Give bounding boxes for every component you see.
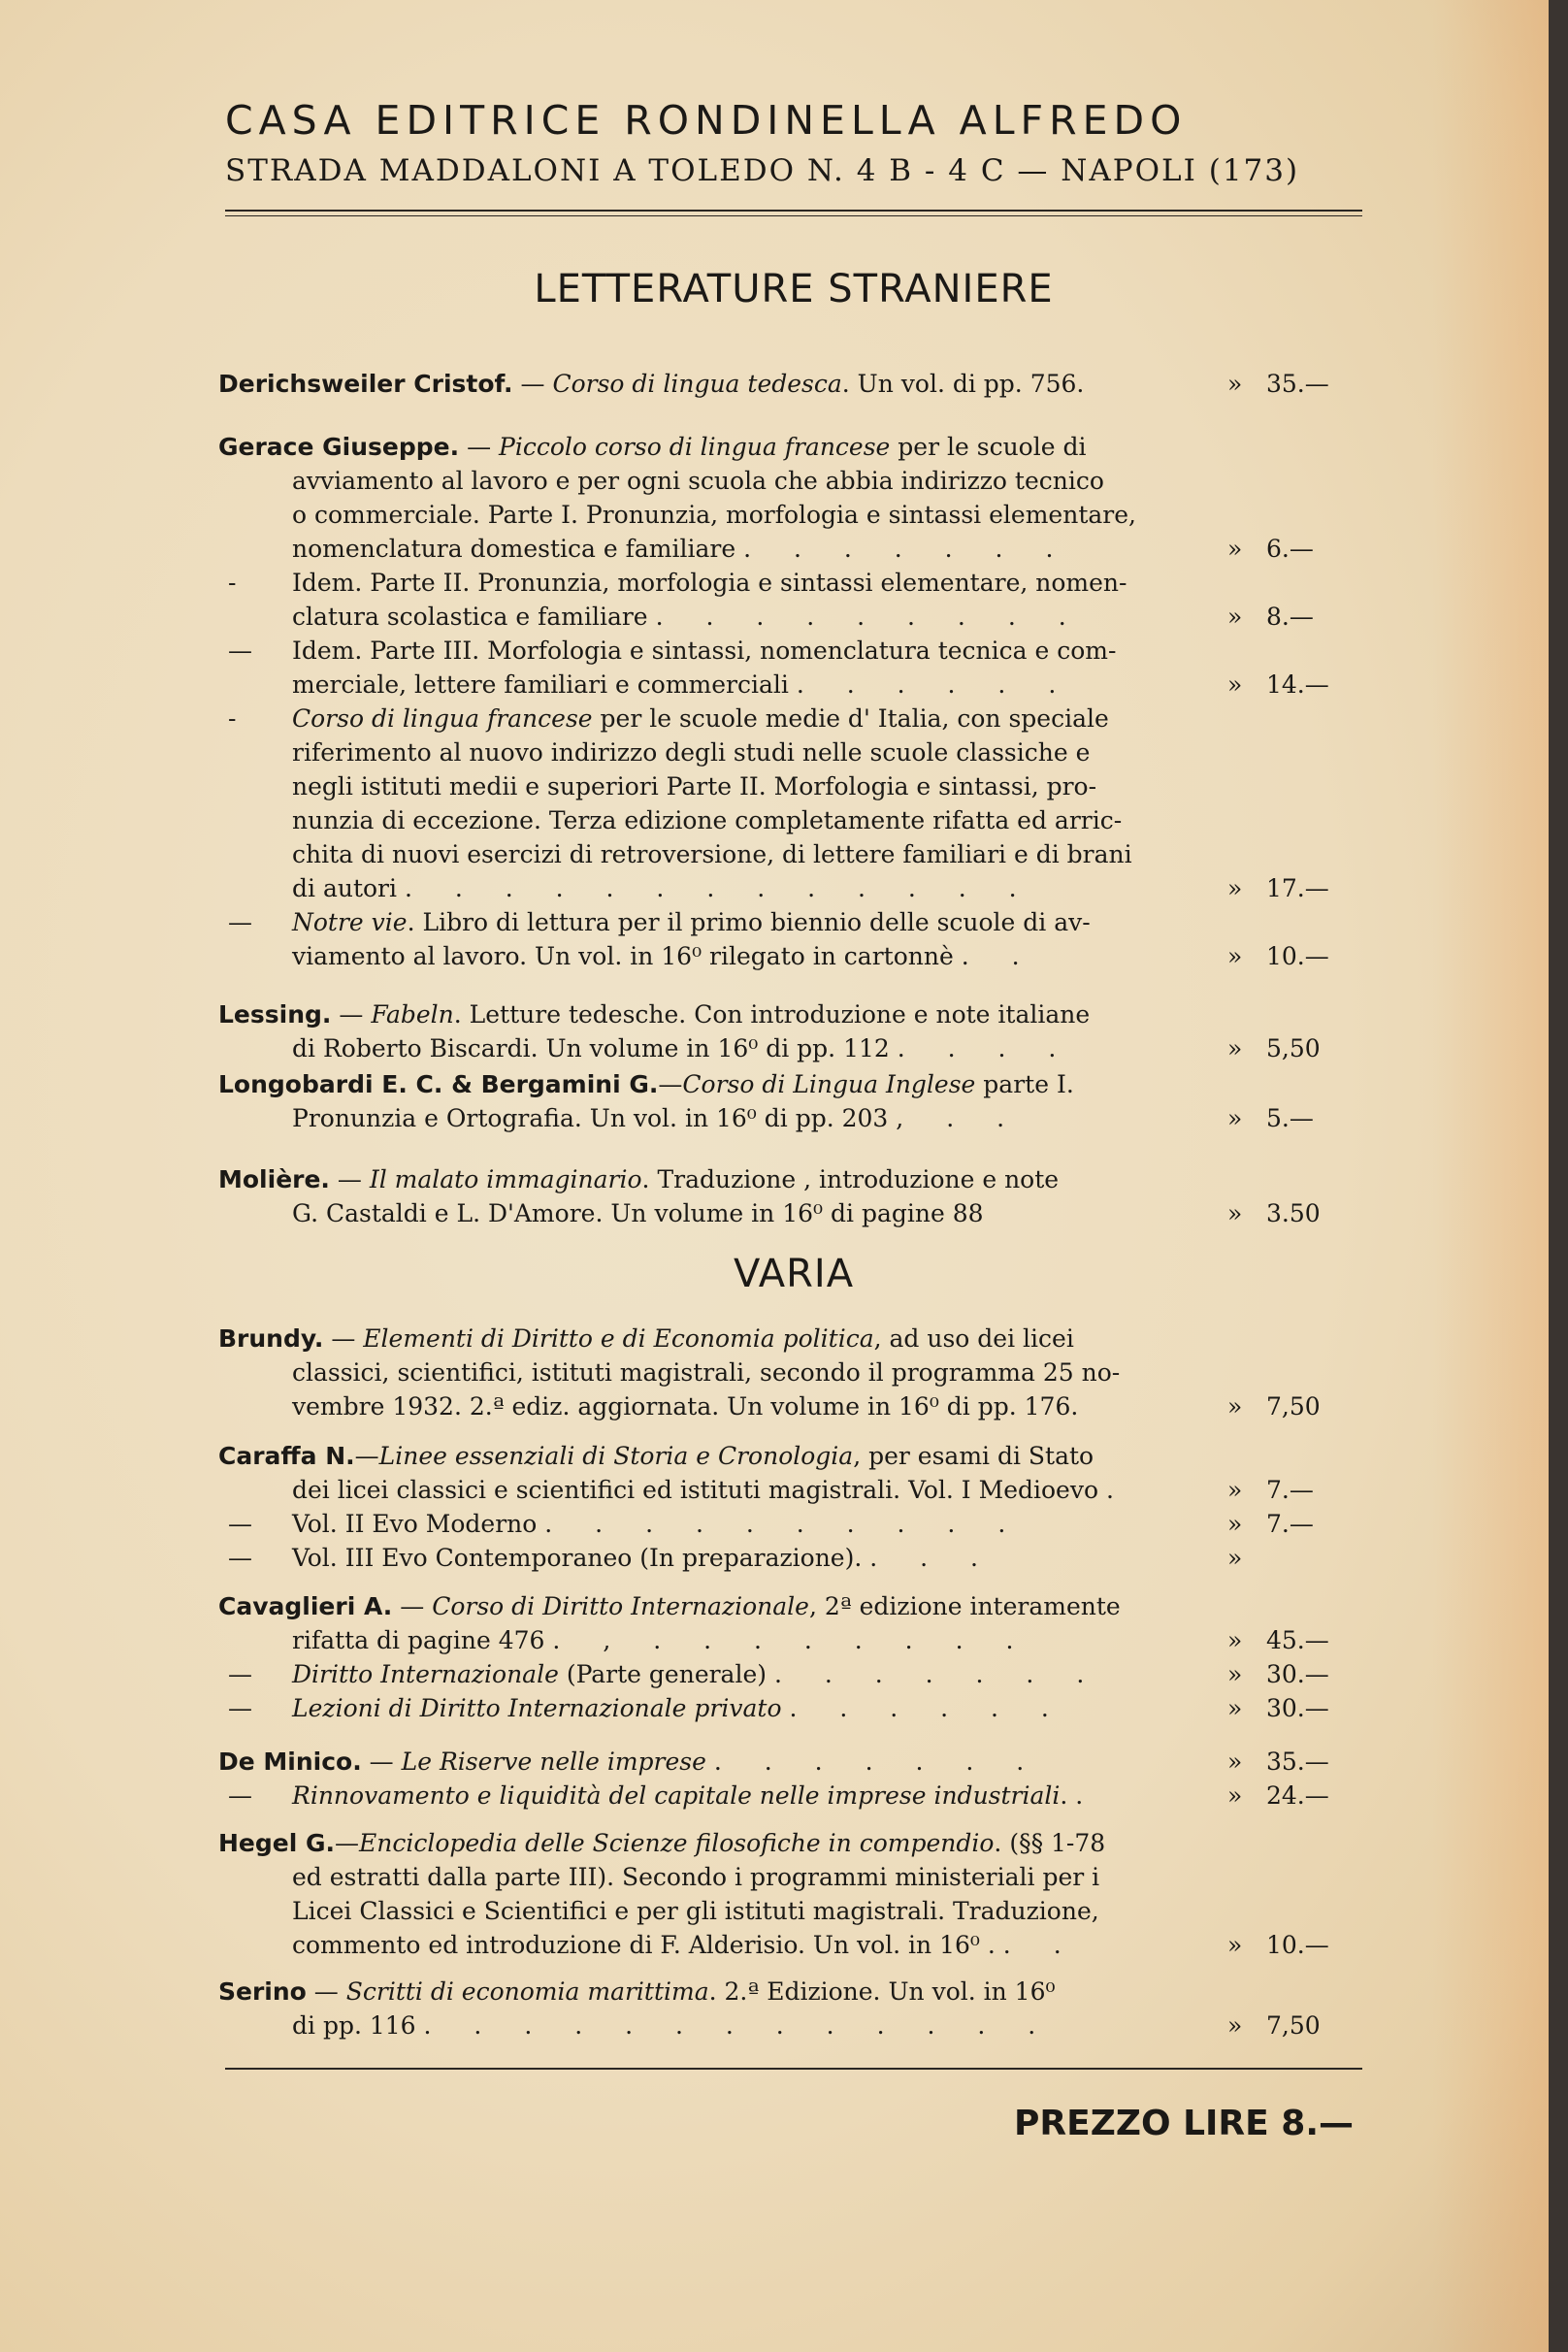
entry-text bbox=[292, 837, 1132, 871]
ditto-mark: » bbox=[1227, 874, 1243, 902]
entry-text-rest: . (§§ 1-78 bbox=[994, 1829, 1106, 1857]
continuation-dash: — bbox=[228, 908, 252, 936]
price bbox=[1227, 668, 1368, 702]
entry-text-rest: . 2.ª Edizione. Un vol. in 16⁰ bbox=[708, 1977, 1056, 2006]
entry-text-plain: commento ed introduzione di F. Alderisio. Un vol. in 16⁰ . bbox=[292, 1931, 996, 1959]
entry-text bbox=[292, 668, 1073, 702]
entry-text bbox=[292, 1507, 1023, 1541]
price bbox=[1227, 600, 1368, 634]
continuation-dash: — bbox=[228, 1544, 252, 1572]
header-rule-top bbox=[225, 210, 1362, 212]
ditto-mark: » bbox=[1227, 942, 1243, 970]
entry-text-plain: merciale, lettere familiari e commerciali bbox=[292, 670, 789, 699]
entry-text bbox=[218, 997, 1090, 1031]
price-value: 30.— bbox=[1266, 1694, 1329, 1722]
entry-line bbox=[218, 1589, 1368, 1623]
entry-text bbox=[218, 1745, 1041, 1779]
entry-text bbox=[292, 600, 1084, 634]
dot-leader: . bbox=[1075, 1781, 1101, 1810]
catalog-entry bbox=[218, 1589, 1368, 1725]
entry-text bbox=[218, 1162, 1059, 1196]
price-value: 14.— bbox=[1266, 670, 1329, 699]
book-title: Enciclopedia delle Scienze filosofiche in compendio bbox=[359, 1829, 995, 1857]
entry-line bbox=[218, 1975, 1368, 2009]
entry-text-rest: . Libro di lettura per il primo biennio delle scuole di av- bbox=[407, 908, 1091, 936]
entry-line bbox=[218, 1657, 1368, 1691]
dot-leader: . . bbox=[1002, 1931, 1079, 1959]
entry-line bbox=[218, 1928, 1368, 1962]
entry-line bbox=[218, 430, 1368, 464]
section-title-varia: VARIA bbox=[733, 1252, 855, 1296]
entry-text-plain: G. Castaldi e L. D'Amore. Un volume in 16⁰ di pagine 88 bbox=[292, 1199, 984, 1227]
entry-text bbox=[218, 1439, 1094, 1473]
entry-text bbox=[292, 871, 1034, 905]
book-title: Diritto Internazionale bbox=[292, 1660, 559, 1688]
ditto-mark: » bbox=[1227, 1748, 1243, 1776]
entry-text bbox=[292, 1473, 1114, 1507]
dot-leader: . . bbox=[961, 942, 1037, 970]
entry-text-plain: — bbox=[331, 1000, 372, 1029]
price-value: 10.— bbox=[1266, 1931, 1329, 1959]
price-label: PREZZO LIRE 8.— bbox=[1014, 2104, 1354, 2143]
entry-text-plain: — bbox=[459, 433, 500, 461]
entry-line bbox=[218, 735, 1368, 769]
ditto-mark: » bbox=[1227, 603, 1243, 631]
entry-text-rest: . Letture tedesche. Con introduzione e note italiane bbox=[453, 1000, 1091, 1029]
dot-leader: . , . . . . . . . . bbox=[552, 1626, 1031, 1654]
book-title: Corso di Lingua Inglese bbox=[682, 1070, 976, 1098]
entry-line bbox=[218, 1162, 1368, 1196]
entry-text-plain: — bbox=[361, 1748, 402, 1776]
entry-text-plain: ed estratti dalla parte III). Secondo i programmi ministeriali per i bbox=[292, 1863, 1100, 1891]
price bbox=[1227, 1101, 1368, 1135]
entry-text-plain: dei licei classici e scientifici ed istituti magistrali. Vol. I Medioevo . bbox=[292, 1476, 1114, 1504]
entry-line bbox=[218, 2009, 1368, 2042]
entry-text bbox=[218, 1322, 1074, 1356]
entry-text bbox=[292, 634, 1116, 668]
entry-line bbox=[218, 1196, 1368, 1230]
header-rule-bottom bbox=[225, 215, 1362, 216]
entry-text-plain: — bbox=[658, 1070, 683, 1098]
ditto-mark: » bbox=[1227, 1660, 1243, 1688]
entry-text-plain: — bbox=[335, 1829, 360, 1857]
entry-text-plain: — bbox=[323, 1324, 364, 1353]
entry-text bbox=[292, 1623, 1030, 1657]
entry-text bbox=[218, 367, 1084, 401]
price bbox=[1227, 532, 1368, 566]
entry-line bbox=[218, 702, 1368, 735]
entry-line bbox=[218, 367, 1368, 401]
dot-leader: . . . . . . . . . . . . . bbox=[423, 2011, 1054, 2040]
entry-text bbox=[292, 2009, 1053, 2042]
entry-text bbox=[292, 532, 1070, 566]
entry-text bbox=[292, 905, 1091, 939]
entry-line bbox=[218, 1439, 1368, 1473]
entry-text-plain: di pp. 116 bbox=[292, 2011, 416, 2040]
book-title: Le Riserve nelle imprese bbox=[401, 1748, 706, 1776]
price bbox=[1227, 1196, 1368, 1230]
entry-text bbox=[218, 1589, 1121, 1623]
catalog-entry bbox=[218, 1162, 1368, 1230]
entry-line bbox=[218, 905, 1368, 939]
entry-line bbox=[218, 464, 1368, 498]
entry-line bbox=[218, 668, 1368, 702]
ditto-mark: » bbox=[1227, 535, 1243, 563]
author-name: Cavaglieri A. bbox=[218, 1592, 393, 1620]
price-value: 24.— bbox=[1266, 1781, 1329, 1810]
entry-text bbox=[218, 1067, 1074, 1101]
entry-text-plain: o commerciale. Parte I. Pronunzia, morfologia e sintassi elementare, bbox=[292, 501, 1136, 529]
entry-line bbox=[218, 1389, 1368, 1423]
price bbox=[1227, 2009, 1368, 2042]
ditto-mark: » bbox=[1227, 1392, 1243, 1421]
entry-line bbox=[218, 634, 1368, 668]
author-name: Serino bbox=[218, 1977, 307, 2006]
entry-line bbox=[218, 1779, 1368, 1813]
continuation-dash: — bbox=[228, 1660, 252, 1688]
price bbox=[1227, 1657, 1368, 1691]
book-title: Lezioni di Diritto Internazionale privato bbox=[292, 1694, 782, 1722]
author-name: Gerace Giuseppe. bbox=[218, 433, 460, 461]
entry-text-rest: , per esami di Stato bbox=[853, 1442, 1094, 1470]
entry-text bbox=[218, 1975, 1056, 2009]
entry-text-plain: Idem. Parte III. Morfologia e sintassi, nomenclatura tecnica e com- bbox=[292, 637, 1117, 665]
entry-line bbox=[218, 1067, 1368, 1101]
author-name: De Minico. bbox=[218, 1748, 362, 1776]
catalog-entry bbox=[218, 1826, 1368, 1962]
entry-text-plain: nunzia di eccezione. Terza edizione completamente rifatta ed arric- bbox=[292, 806, 1123, 834]
publisher-name: CASA EDITRICE RONDINELLA ALFREDO bbox=[225, 97, 1188, 144]
price bbox=[1227, 939, 1368, 973]
price-value: 7.— bbox=[1266, 1476, 1314, 1504]
author-name: Caraffa N. bbox=[218, 1442, 355, 1470]
price-value: 45.— bbox=[1266, 1626, 1329, 1654]
price-value: 5,50 bbox=[1266, 1034, 1321, 1062]
entry-text bbox=[292, 1657, 1101, 1691]
ditto-mark: » bbox=[1227, 1781, 1243, 1810]
entry-text bbox=[292, 1928, 1079, 1962]
entry-line bbox=[218, 837, 1368, 871]
author-name: Molière. bbox=[218, 1165, 330, 1193]
dot-leader: . . . . . . . . . . . . . bbox=[404, 874, 1034, 902]
entry-text bbox=[292, 735, 1090, 769]
catalog-entry bbox=[218, 1322, 1368, 1423]
dot-leader: . . . . bbox=[897, 1034, 1074, 1062]
entry-text-plain: — bbox=[512, 370, 553, 398]
entry-text-rest: , ad uso dei licei bbox=[873, 1324, 1074, 1353]
ditto-mark: » bbox=[1227, 1544, 1243, 1572]
price bbox=[1227, 1473, 1368, 1507]
entry-line bbox=[218, 871, 1368, 905]
price-value: 30.— bbox=[1266, 1660, 1329, 1688]
entry-text bbox=[292, 498, 1136, 532]
footer-rule bbox=[225, 2068, 1362, 2070]
price-value: 3.50 bbox=[1266, 1199, 1321, 1227]
continuation-dash: — bbox=[228, 1510, 252, 1538]
entry-line bbox=[218, 1623, 1368, 1657]
entry-line bbox=[218, 1745, 1368, 1779]
price bbox=[1227, 1779, 1368, 1813]
ditto-mark: » bbox=[1227, 1626, 1243, 1654]
book-title: Rinnovamento e liquidità del capitale nelle imprese industriali bbox=[292, 1781, 1061, 1810]
entry-line bbox=[218, 566, 1368, 600]
entry-text-rest: . Un vol. di pp. 756. bbox=[841, 370, 1085, 398]
dot-leader: . . . . . . bbox=[796, 670, 1074, 699]
entry-text-rest: . bbox=[1060, 1781, 1068, 1810]
entry-text-plain: clatura scolastica e familiare bbox=[292, 603, 648, 631]
entry-text-plain: nomenclatura domestica e familiare bbox=[292, 535, 736, 563]
author-name: Brundy. bbox=[218, 1324, 324, 1353]
entry-text bbox=[292, 803, 1122, 837]
entry-text bbox=[292, 464, 1104, 498]
price bbox=[1227, 1541, 1368, 1575]
price bbox=[1227, 1507, 1368, 1541]
entry-text-plain: negli istituti medii e superiori Parte II. Morfologia e sintassi, pro- bbox=[292, 772, 1097, 800]
entry-text bbox=[292, 939, 1037, 973]
entry-text bbox=[218, 1826, 1105, 1860]
entry-line bbox=[218, 1101, 1368, 1135]
catalog-entry bbox=[218, 430, 1368, 973]
catalog-entry bbox=[218, 1439, 1368, 1575]
book-title: Scritti di economia marittima bbox=[345, 1977, 709, 2006]
entry-text-plain: — bbox=[354, 1442, 379, 1470]
entry-text-rest: , 2ª edizione interamente bbox=[808, 1592, 1121, 1620]
price bbox=[1227, 367, 1368, 401]
entry-line bbox=[218, 769, 1368, 803]
book-title: Fabeln bbox=[371, 1000, 454, 1029]
ditto-mark: » bbox=[1227, 1104, 1243, 1132]
ditto-mark: » bbox=[1227, 1034, 1243, 1062]
entry-line bbox=[218, 1322, 1368, 1356]
entry-text-plain: Licei Classici e Scientifici e per gli istituti magistrali. Traduzione, bbox=[292, 1897, 1099, 1925]
catalog-entry bbox=[218, 367, 1368, 401]
price-value: 10.— bbox=[1266, 942, 1329, 970]
author-name: Hegel G. bbox=[218, 1829, 336, 1857]
price bbox=[1227, 1389, 1368, 1423]
section-title-letterature: LETTERATURE STRANIERE bbox=[534, 267, 1054, 311]
entry-line bbox=[218, 498, 1368, 532]
continuation-dash: — bbox=[228, 1781, 252, 1810]
entry-line bbox=[218, 997, 1368, 1031]
entry-text-plain: vembre 1932. 2.ª ediz. aggiornata. Un volume in 16⁰ di pp. 176. bbox=[292, 1392, 1079, 1421]
ditto-mark: » bbox=[1227, 2011, 1243, 2040]
ditto-mark: » bbox=[1227, 1199, 1243, 1227]
price-value: 7,50 bbox=[1266, 1392, 1321, 1421]
entry-text-plain: riferimento al nuovo indirizzo degli studi nelle scuole classiche e bbox=[292, 738, 1091, 767]
price-value: 35.— bbox=[1266, 1748, 1329, 1776]
price-value: 5.— bbox=[1266, 1104, 1314, 1132]
entry-text bbox=[292, 1389, 1078, 1423]
entry-text-rest: (In preparazione). bbox=[632, 1544, 863, 1572]
entry-text bbox=[292, 1101, 1022, 1135]
price-value: 7,50 bbox=[1266, 2011, 1321, 2040]
entry-line bbox=[218, 1356, 1368, 1389]
entry-line bbox=[218, 600, 1368, 634]
entry-line bbox=[218, 532, 1368, 566]
entry-text-plain: — bbox=[306, 1977, 346, 2006]
author-name: Lessing. bbox=[218, 1000, 332, 1029]
price bbox=[1227, 1928, 1368, 1962]
entry-text bbox=[292, 1541, 996, 1575]
dot-leader: . . . . . . . bbox=[773, 1660, 1102, 1688]
entry-line bbox=[218, 1473, 1368, 1507]
entry-text-plain: viamento al lavoro. Un vol. in 16⁰ rilegato in cartonnè bbox=[292, 942, 954, 970]
entry-line bbox=[218, 939, 1368, 973]
price-value: 7.— bbox=[1266, 1510, 1314, 1538]
entry-text bbox=[292, 1860, 1099, 1894]
entry-text-plain: Idem. Parte II. Pronunzia, morfologia e sintassi elementare, nomen- bbox=[292, 569, 1127, 597]
continuation-dash: - bbox=[228, 704, 237, 733]
catalog-entry bbox=[218, 997, 1368, 1065]
price bbox=[1227, 1745, 1368, 1779]
entry-line bbox=[218, 803, 1368, 837]
entry-line bbox=[218, 1860, 1368, 1894]
entry-text-plain: Vol. II Evo Moderno bbox=[292, 1510, 538, 1538]
entry-text-plain: Vol. III Evo Contemporaneo bbox=[292, 1544, 633, 1572]
price bbox=[1227, 1691, 1368, 1725]
entry-text-plain: — bbox=[329, 1165, 370, 1193]
entry-text-plain: — bbox=[392, 1592, 433, 1620]
book-title: Elementi di Diritto e di Economia politica bbox=[363, 1324, 874, 1353]
entry-text bbox=[292, 1356, 1120, 1389]
book-title: Il malato immaginario bbox=[369, 1165, 642, 1193]
entry-text bbox=[292, 1031, 1073, 1065]
entry-text-plain: chita di nuovi esercizi di retroversione, di lettere familiari e di brani bbox=[292, 840, 1132, 868]
continuation-dash: - bbox=[228, 569, 237, 597]
entry-text bbox=[292, 1894, 1099, 1928]
entry-text-rest: per le scuole medie d' Italia, con speciale bbox=[592, 704, 1109, 733]
book-title: Piccolo corso di lingua francese bbox=[499, 433, 891, 461]
dot-leader: , . . bbox=[896, 1104, 1023, 1132]
continuation-dash: — bbox=[228, 637, 252, 665]
catalog-entry bbox=[218, 1067, 1368, 1135]
entry-text bbox=[292, 1196, 984, 1230]
entry-line bbox=[218, 1541, 1368, 1575]
dot-leader: . . . bbox=[869, 1544, 996, 1572]
author-name: Derichsweiler Cristof. bbox=[218, 370, 513, 398]
catalog-entry bbox=[218, 1975, 1368, 2042]
entry-text bbox=[292, 769, 1096, 803]
dot-leader: . . . . . . . . . . bbox=[544, 1510, 1024, 1538]
entry-line bbox=[218, 1826, 1368, 1860]
book-title: Notre vie bbox=[292, 908, 408, 936]
entry-text-plain: classici, scientifici, istituti magistrali, secondo il programma 25 no- bbox=[292, 1358, 1121, 1387]
price bbox=[1227, 871, 1368, 905]
publisher-address: STRADA MADDALONI A TOLEDO N. 4 B - 4 C — NAPOLI (173) bbox=[225, 153, 1300, 188]
continuation-dash: — bbox=[228, 1694, 252, 1722]
dot-leader: . . . . . . bbox=[789, 1694, 1066, 1722]
book-title: Corso di lingua francese bbox=[292, 704, 593, 733]
price bbox=[1227, 1031, 1368, 1065]
entry-text-plain: Pronunzia e Ortografia. Un vol. in 16⁰ di pp. 203 bbox=[292, 1104, 889, 1132]
entry-line bbox=[218, 1691, 1368, 1725]
dot-leader: . . . . . . . bbox=[713, 1748, 1042, 1776]
ditto-mark: » bbox=[1227, 1931, 1243, 1959]
entry-line bbox=[218, 1507, 1368, 1541]
price-value: 17.— bbox=[1266, 874, 1329, 902]
catalog-entry bbox=[218, 1745, 1368, 1813]
entry-line bbox=[218, 1031, 1368, 1065]
entry-text-plain: di Roberto Biscardi. Un volume in 16⁰ di pp. 112 bbox=[292, 1034, 890, 1062]
dot-leader: . . . . . . . bbox=[743, 535, 1071, 563]
entry-text-plain: avviamento al lavoro e per ogni scuola che abbia indirizzo tecnico bbox=[292, 467, 1104, 495]
entry-text bbox=[292, 566, 1127, 600]
book-title: Corso di lingua tedesca bbox=[552, 370, 842, 398]
entry-text-plain: rifatta di pagine 476 bbox=[292, 1626, 545, 1654]
entry-text-plain: di autori bbox=[292, 874, 397, 902]
author-name: Longobardi E. C. & Bergamini G. bbox=[218, 1070, 659, 1098]
ditto-mark: » bbox=[1227, 1476, 1243, 1504]
price bbox=[1227, 1623, 1368, 1657]
entry-text bbox=[292, 702, 1109, 735]
book-title: Corso di Diritto Internazionale bbox=[432, 1592, 809, 1620]
entry-text-rest: per le scuole di bbox=[890, 433, 1087, 461]
ditto-mark: » bbox=[1227, 1694, 1243, 1722]
entry-text-rest: parte I. bbox=[975, 1070, 1074, 1098]
dot-leader: . . . . . . . . . bbox=[655, 603, 1084, 631]
book-title: Linee essenziali di Storia e Cronologia bbox=[378, 1442, 854, 1470]
ditto-mark: » bbox=[1227, 1510, 1243, 1538]
entry-line bbox=[218, 1894, 1368, 1928]
ditto-mark: » bbox=[1227, 670, 1243, 699]
entry-text-rest: (Parte generale) bbox=[558, 1660, 768, 1688]
price-value: 8.— bbox=[1266, 603, 1314, 631]
price-value: 6.— bbox=[1266, 535, 1314, 563]
entry-text bbox=[292, 1779, 1100, 1813]
entry-text bbox=[292, 1691, 1066, 1725]
entry-text-rest: . Traduzione , introduzione e note bbox=[641, 1165, 1060, 1193]
ditto-mark: » bbox=[1227, 370, 1243, 398]
price-value: 35.— bbox=[1266, 370, 1329, 398]
entry-text bbox=[218, 430, 1086, 464]
